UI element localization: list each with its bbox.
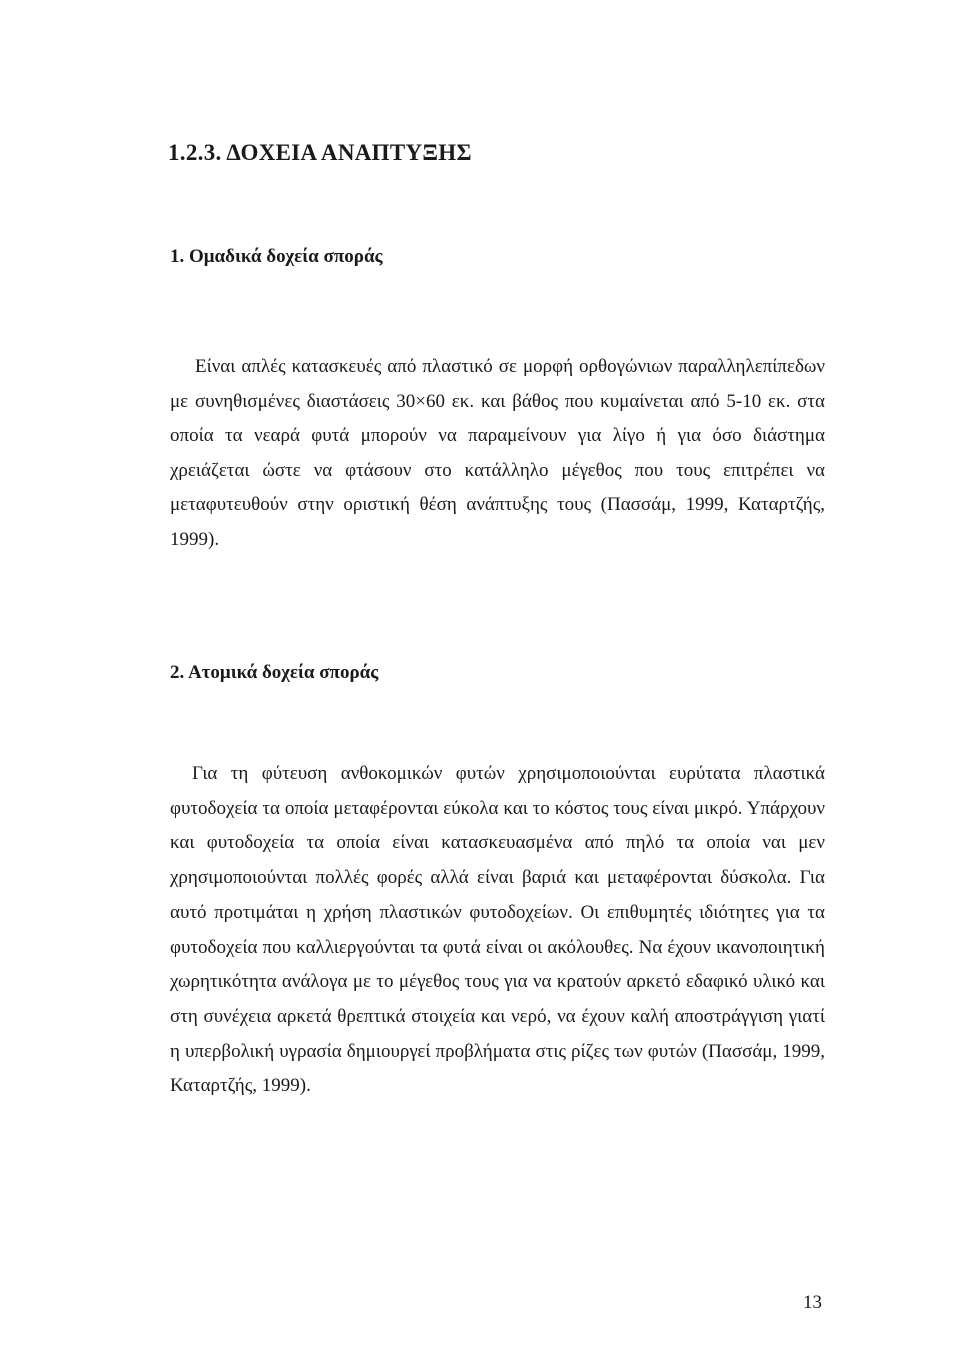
subsection-heading-group-seed-trays: 1. Ομαδικά δοχεία σποράς <box>170 246 383 267</box>
section-heading: 1.2.3. ΔΟΧΕΙΑ ΑΝΑΠΤΥΞΗΣ <box>168 140 472 165</box>
page-number: 13 <box>803 1292 822 1313</box>
subsection-heading-individual-seed-pots: 2. Ατομικά δοχεία σποράς <box>170 662 379 683</box>
paragraph-individual-seed-pots: Για τη φύτευση ανθοκομικών φυτών χρησιμοποιούνται ευρύτατα πλαστικά φυτοδοχεία τα οποία μεταφέρονται εύκολα και το κόστος τους είναι μικρό. Υπάρχουν και φυτοδοχεία τα οποία είναι κατασκευασμένα από πηλό τα οποία ναι μεν χρησιμοποιούνται πολλές φορές αλλά είναι βαριά και μεταφέρονται δύσκολα. Για αυτό προτιμάται η χρήση πλαστικών φυτοδοχείων. Οι επιθυμητές ιδιότητες για τα φυτοδοχεία που καλλιεργούνται τα φυτά είναι οι ακόλουθες. Να έχουν ικανοποιητική χωρητικότητα ανάλογα με το μέγεθος τους για να κρατούν αρκετό εδαφικό υλικό και στη συνέχεια αρκετά θρεπτικά στοιχεία και νερό, να έχουν καλή αποστράγγιση γιατί η υπερβολική υγρασία δημιουργεί προβλήματα στις ρίζες των φυτών (Πασσάμ, 1999, Καταρτζής, 1999). <box>170 763 825 1097</box>
paragraph-group-seed-trays: Είναι απλές κατασκευές από πλαστικό σε μορφή ορθογώνιων παραλληλεπίπεδων με συνηθισμένες διαστάσεις 30×60 εκ. και βάθος που κυμαίνεται από 5-10 εκ. στα οποία τα νεαρά φυτά μπορούν να παραμείνουν για λίγο ή για όσο διάστημα χρειάζεται ώστε να φτάσουν στο κατάλληλο μέγεθος που τους επιτρέπει να μεταφυτευθούν στην οριστική θέση ανάπτυξης τους (Πασσάμ, 1999, Καταρτζής, 1999). <box>170 356 825 550</box>
